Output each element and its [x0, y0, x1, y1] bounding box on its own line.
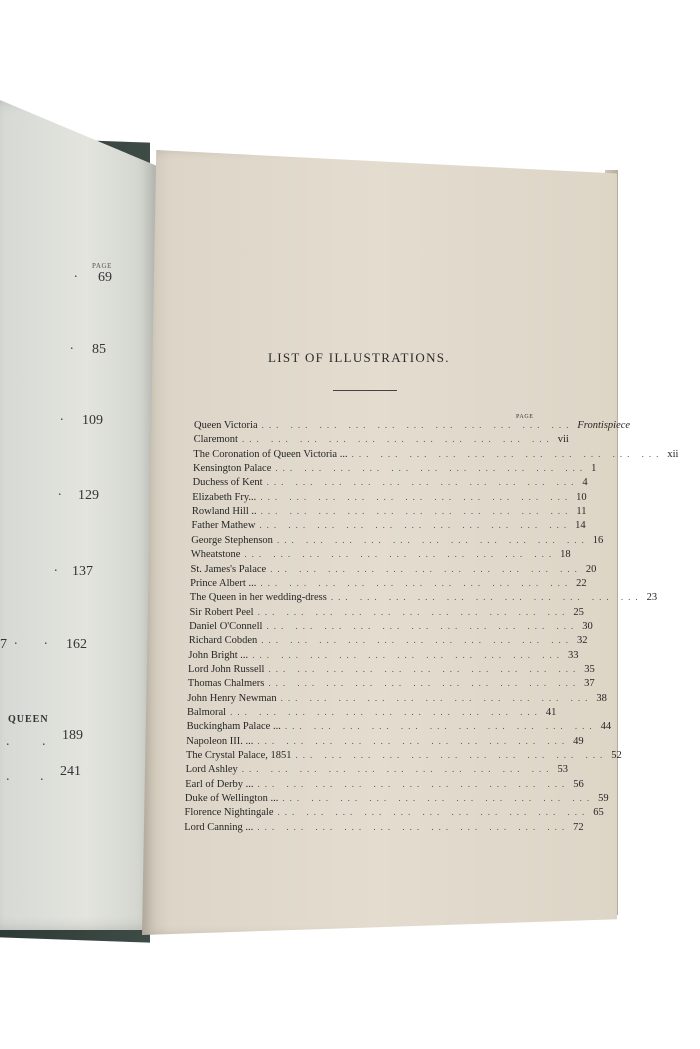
leader-dots: ... ... ... ... ... ... ... ... ... ... ... — [241, 434, 554, 445]
illustration-title: Claremont — [193, 434, 238, 446]
leader-dots: ... ... ... ... ... ... ... ... ... ... ... — [257, 606, 570, 617]
left-page-dot: . — [54, 560, 58, 575]
leader-dots: ... ... ... ... ... ... ... ... ... ... ... — [230, 707, 542, 717]
illustration-title: Balmoral — [187, 707, 227, 718]
illustration-entry — [190, 563, 597, 578]
illustration-page-number: 59 — [598, 793, 609, 805]
illustration-page-number: 20 — [585, 563, 597, 575]
illustration-page-number: 23 — [646, 592, 658, 604]
illustration-page-number: xii — [667, 448, 679, 460]
leader-dots: ... ... ... ... ... ... ... ... ... ... ... — [330, 592, 643, 603]
illustration-title: St. James's Palace — [190, 563, 267, 575]
left-page-dot: . — [74, 266, 78, 281]
illustration-title: Prince Albert ... — [190, 577, 257, 589]
illustration-entry — [185, 750, 622, 764]
illustration-entry — [184, 793, 609, 807]
leader-dots: ... ... ... ... ... ... ... ... ... ... ... — [261, 635, 574, 646]
illustration-entry — [189, 620, 593, 635]
illustration-title: Lord John Russell — [188, 663, 265, 675]
illustration-entry — [185, 764, 569, 778]
illustration-title: Earl of Derby ... — [185, 778, 254, 790]
illustration-title: John Henry Newman — [187, 692, 277, 704]
illustration-page-number: 22 — [576, 577, 587, 589]
illustration-entry — [187, 678, 595, 692]
illustration-title: Elizabeth Fry... — [192, 491, 257, 503]
left-page-number: 109 — [82, 413, 103, 428]
illustration-page-number: 49 — [573, 735, 584, 747]
illustration-page-number: 11 — [576, 506, 587, 518]
illustration-entry — [185, 778, 584, 793]
left-page-number: 85 — [92, 342, 106, 357]
illustration-entry — [189, 606, 584, 621]
leader-dots: ... ... ... ... ... ... ... ... ... ... ... — [275, 463, 588, 474]
illustration-title: Kensington Palace — [192, 463, 272, 475]
left-page-number: 137 — [72, 564, 93, 579]
leader-dots: ... ... ... ... ... ... ... ... ... ... ... — [282, 793, 595, 804]
leader-dots: ... ... ... ... ... ... ... ... ... ... ... — [241, 764, 554, 775]
illustration-entry — [189, 592, 658, 606]
illustration-entry — [186, 735, 584, 750]
illustration-entry — [188, 663, 595, 678]
leader-dots: ... ... ... ... ... ... ... ... ... ... ... — [260, 506, 573, 517]
illustration-title: The Queen in her wedding-dress — [189, 592, 327, 604]
leader-dots: ... ... ... ... ... ... ... ... ... ... ... — [276, 534, 589, 545]
illustration-page-number: 32 — [577, 635, 588, 647]
illustration-title: Duchess of Kent — [192, 477, 263, 489]
illustration-entry — [191, 520, 586, 534]
left-page-dot: . — [40, 769, 44, 784]
illustration-page-number: 1 — [591, 463, 597, 475]
leader-dots: ... ... ... ... ... ... ... ... ... ... ... — [261, 420, 574, 430]
illustration-page-number: 35 — [584, 663, 595, 675]
leader-dots: ... ... ... ... ... ... ... ... ... ... ... — [260, 577, 573, 588]
illustration-entry — [193, 434, 569, 448]
left-page-number: 162 — [66, 637, 87, 652]
left-page-dot: . — [14, 633, 18, 648]
illustration-entry — [192, 463, 597, 477]
left-page-header: PAGE — [92, 262, 113, 270]
illustration-entry — [187, 692, 607, 707]
left-page-dot: . — [58, 484, 62, 499]
illustration-title: Father Mathew — [191, 520, 256, 532]
illustration-title: Lord Canning ... — [184, 821, 254, 833]
illustration-entry — [184, 807, 604, 821]
illustration-page-number: 14 — [575, 520, 586, 532]
leader-dots: ... ... ... ... ... ... ... ... ... ... ... — [284, 721, 597, 732]
left-page-dot: . — [60, 409, 64, 424]
illustration-entry — [190, 577, 587, 592]
illustration-title: Thomas Chalmers — [187, 678, 265, 690]
illustration-title: Wheatstone — [190, 549, 241, 561]
illustration-entry — [188, 649, 579, 664]
leader-dots: ... ... ... ... ... ... ... ... ... ... ... — [266, 620, 579, 631]
illustration-page-number: 37 — [584, 678, 595, 690]
illustration-page-number: 53 — [557, 764, 569, 776]
leader-dots: ... ... ... ... ... ... ... ... ... ... ... — [260, 491, 573, 502]
left-page-queen-label: QUEEN — [8, 714, 49, 725]
illustration-entry — [194, 420, 631, 434]
leader-dots: ... ... ... ... ... ... ... ... ... ... ... — [268, 663, 581, 674]
illustration-entry — [188, 635, 588, 649]
illustration-page-number: 18 — [560, 549, 571, 561]
leader-dots: ... ... ... ... ... ... ... ... ... ... ... — [280, 692, 593, 703]
left-page-dot: . — [6, 734, 10, 749]
leader-dots: ... ... ... ... ... ... ... ... ... ... ... — [351, 448, 664, 459]
illustration-entry — [192, 491, 587, 506]
leader-dots: ... ... ... ... ... ... ... ... ... ... ... — [266, 477, 579, 488]
leader-dots: ... ... ... ... ... ... ... ... ... ... ... — [270, 563, 582, 574]
illustration-entry — [191, 506, 587, 520]
illustration-page-number: 25 — [573, 606, 584, 618]
illustration-page-number: 41 — [545, 707, 557, 718]
illustration-title: George Stephenson — [191, 534, 273, 546]
leader-dots: ... ... ... ... ... ... ... ... ... ... ... — [244, 549, 557, 560]
illustration-entry — [192, 477, 588, 491]
illustration-page-number: 38 — [596, 692, 607, 704]
illustration-page-number: 16 — [592, 534, 604, 546]
illustration-entry — [191, 534, 604, 549]
left-page-number: 189 — [62, 728, 83, 743]
illustration-page-number: 52 — [611, 750, 622, 762]
illustration-entry — [186, 721, 612, 735]
illustration-page-number: vii — [557, 434, 569, 446]
illustration-title: The Crystal Palace, 1851 — [185, 750, 292, 762]
leader-dots: ... ... ... ... ... ... ... ... ... ... ... — [252, 649, 564, 660]
leader-dots: ... ... ... ... ... ... ... ... ... ... ... — [257, 778, 570, 789]
page-column-header: PAGE — [516, 414, 534, 420]
illustration-page-number: 44 — [600, 721, 612, 733]
illustration-title: Lord Ashley — [185, 764, 238, 776]
left-page-dot: . — [44, 633, 48, 648]
illustration-title: Daniel O'Connell — [189, 620, 263, 632]
leader-dots: ... ... ... ... ... ... ... ... ... ... ... — [259, 520, 572, 531]
illustration-page-number: Frontispiece — [577, 420, 631, 431]
illustration-title: Sir Robert Peel — [189, 606, 254, 618]
illustration-title: Napoleon III. ... — [186, 735, 254, 747]
illustration-page-number: 4 — [582, 477, 588, 489]
left-page-number: 241 — [60, 764, 81, 779]
illustration-entry — [184, 821, 584, 836]
illustration-title: Duke of Wellington ... — [184, 793, 279, 805]
left-page-dot: . — [70, 338, 74, 353]
illustration-page-number: 30 — [582, 620, 593, 632]
illustration-title: The Coronation of Queen Victoria ... — [193, 448, 348, 460]
leader-dots: ... ... ... ... ... ... ... ... ... ... ... — [295, 750, 608, 761]
illustration-page-number: 33 — [567, 649, 579, 661]
leader-dots: ... ... ... ... ... ... ... ... ... ... ... — [257, 735, 570, 746]
illustration-page-number: 72 — [573, 821, 584, 833]
illustration-title: Florence Nightingale — [184, 807, 274, 819]
left-page-dot: . — [6, 769, 10, 784]
left-page-number: 129 — [78, 488, 99, 503]
left-page-dot: . — [42, 734, 46, 749]
illustration-entry — [193, 448, 679, 463]
leader-dots: ... ... ... ... ... ... ... ... ... ... ... — [268, 678, 581, 689]
leader-dots: ... ... ... ... ... ... ... ... ... ... ... — [277, 807, 590, 818]
illustration-title: John Bright ... — [188, 649, 249, 661]
illustration-title: Richard Cobden — [188, 635, 258, 647]
illustration-page-number: 56 — [573, 778, 584, 790]
left-page-fragment: 7 — [0, 637, 7, 652]
illustration-page-number: 65 — [593, 807, 604, 819]
illustration-entry — [187, 707, 557, 721]
illustration-page-number: 10 — [576, 491, 587, 503]
left-page-number: 69 — [98, 270, 112, 285]
illustration-title: Buckingham Palace ... — [186, 721, 281, 733]
illustration-title: Queen Victoria — [194, 420, 258, 431]
illustration-title: Rowland Hill .. — [191, 506, 257, 518]
illustration-entry — [190, 549, 571, 563]
leader-dots: ... ... ... ... ... ... ... ... ... ... ... — [257, 821, 570, 832]
list-title: LIST OF ILLUSTRATIONS. — [268, 350, 450, 365]
